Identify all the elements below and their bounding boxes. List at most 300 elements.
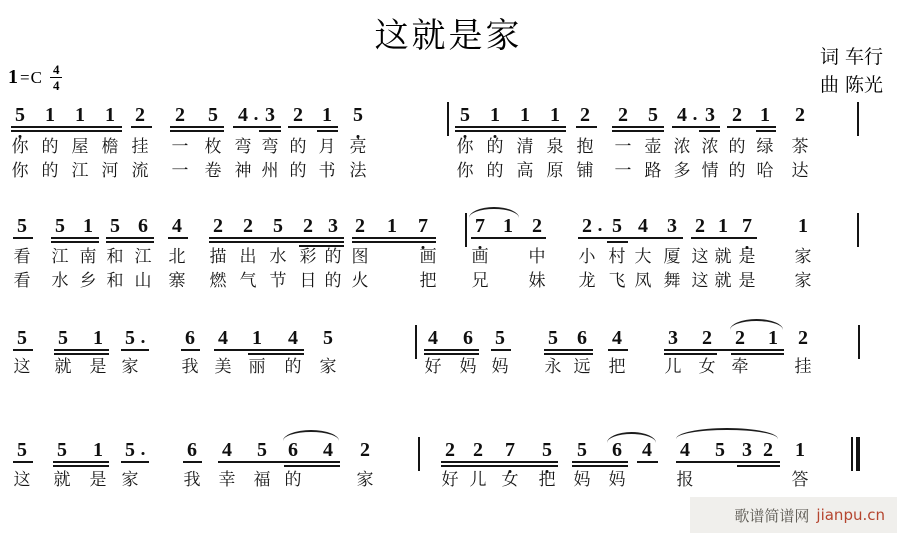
lyric-char: 和 <box>106 247 124 267</box>
lyric-char: 好 <box>441 470 459 490</box>
lyric-char: 清 <box>516 137 534 157</box>
lyric-char: 的 <box>728 137 746 157</box>
beam-line <box>578 237 683 239</box>
lyric-char: 的 <box>41 137 59 157</box>
final-barline <box>856 437 860 471</box>
dot-after-icon <box>142 452 145 455</box>
beam-line <box>53 461 109 463</box>
barline <box>857 213 859 247</box>
time-signature-bottom: 4 <box>52 78 60 93</box>
note: 5 <box>577 439 587 461</box>
beam-line <box>608 349 628 351</box>
note: 1 <box>795 439 805 461</box>
note: 4 <box>638 215 648 237</box>
lyric-char: 州 <box>261 161 279 181</box>
beam-line <box>54 349 109 351</box>
beam-line <box>170 130 224 132</box>
note: 2 <box>702 327 712 349</box>
lyric-char: 山 <box>134 271 152 291</box>
note: 2 <box>763 439 773 461</box>
note: 6 <box>463 327 473 349</box>
note: 3 <box>742 439 752 461</box>
note: 3 <box>668 327 678 349</box>
lyric-char: 的 <box>289 137 307 157</box>
lyric-char: 是 <box>738 271 756 291</box>
note: 4 <box>238 104 248 126</box>
lyric-char: 这 <box>691 247 709 267</box>
lyric-char: 图 <box>351 247 369 267</box>
beam-line <box>491 349 511 351</box>
lyric-char: 的 <box>324 247 342 267</box>
lyric-char: 答 <box>791 470 809 490</box>
dot-after-icon <box>599 228 602 231</box>
note: 5 <box>208 104 218 126</box>
beam-line <box>672 126 720 128</box>
lyric-char: 大 <box>634 247 652 267</box>
note: 1 <box>503 215 513 237</box>
lyric-char: 法 <box>349 161 367 181</box>
beam-line <box>13 349 33 351</box>
barline <box>415 325 417 359</box>
lyric-char: 乡 <box>79 271 97 291</box>
beam-line <box>676 461 780 463</box>
lyric-char: 浓 <box>673 137 691 157</box>
lyric-char: 幸 <box>218 470 236 490</box>
note: 4 <box>428 327 438 349</box>
slur-arc <box>730 319 783 330</box>
lyric-char: 江 <box>51 247 69 267</box>
note: 2 <box>355 215 365 237</box>
note: 5 <box>273 215 283 237</box>
beam-line <box>170 126 224 128</box>
beam-line <box>209 241 344 243</box>
beam-line <box>756 130 776 132</box>
lyric-char: 燃 <box>209 271 227 291</box>
note: 2 <box>580 104 590 126</box>
lyric-char: 屋 <box>71 137 89 157</box>
beam-line <box>727 126 776 128</box>
note: 1 <box>105 104 115 126</box>
lyric-char: 节 <box>269 271 287 291</box>
watermark-band <box>690 497 897 533</box>
lyric-char: 水 <box>51 271 69 291</box>
lyric-char: 弯 <box>234 137 252 157</box>
note: 5 <box>55 215 65 237</box>
note: 6 <box>185 327 195 349</box>
lyric-char: 厦 <box>663 247 681 267</box>
note: 6 <box>577 327 587 349</box>
beam-line <box>664 349 784 351</box>
lyric-char: 村 <box>608 247 626 267</box>
barline <box>447 102 449 136</box>
note: 4 <box>612 327 622 349</box>
beam-line <box>572 465 628 467</box>
lyric-char: 铺 <box>576 161 594 181</box>
note: 1 <box>387 215 397 237</box>
lyric-char: 兄 <box>471 271 489 291</box>
note: 1 <box>83 215 93 237</box>
note: 5 <box>542 439 552 461</box>
lyric-char: 小 <box>578 247 596 267</box>
note: 2 <box>798 327 808 349</box>
note: 3 <box>667 215 677 237</box>
note: 2 <box>360 439 370 461</box>
beam-line <box>637 461 658 463</box>
note: 5 <box>125 439 135 461</box>
lyric-char: 龙 <box>578 271 596 291</box>
note: 3 <box>265 104 275 126</box>
note: 2 <box>735 327 745 349</box>
note: 5 <box>17 439 27 461</box>
lyric-char: 抱 <box>576 137 594 157</box>
note: 1 <box>322 104 332 126</box>
note: 6 <box>138 215 148 237</box>
lyric-char: 妈 <box>459 357 477 377</box>
beam-line <box>607 241 628 243</box>
beam-line <box>51 237 99 239</box>
lyric-char: 把 <box>538 470 556 490</box>
lyric-char: 水 <box>269 247 287 267</box>
beam-line <box>183 461 202 463</box>
lyric-char: 的 <box>289 161 307 181</box>
lyric-char: 达 <box>791 161 809 181</box>
lyric-char: 的 <box>486 137 504 157</box>
beam-line <box>121 461 149 463</box>
lyric-char: 这 <box>13 470 31 490</box>
lyric-char: 画 <box>471 247 489 267</box>
note: 5 <box>323 327 333 349</box>
note: 1 <box>490 104 500 126</box>
note: 5 <box>460 104 470 126</box>
dot-after-icon <box>142 340 145 343</box>
note: 6 <box>187 439 197 461</box>
lyric-char: 江 <box>134 247 152 267</box>
lyric-char: 你 <box>456 137 474 157</box>
note: 5 <box>648 104 658 126</box>
note: 4 <box>677 104 687 126</box>
lyric-char: 壶 <box>644 137 662 157</box>
note: 2 <box>175 104 185 126</box>
composer-credit: 曲 陈光 <box>820 74 884 96</box>
lyric-char: 这 <box>13 357 31 377</box>
lyric-char: 书 <box>318 161 336 181</box>
note: 5 <box>548 327 558 349</box>
lyric-char: 挂 <box>131 137 149 157</box>
lyric-char: 浓 <box>701 137 719 157</box>
lyric-char: 江 <box>71 161 89 181</box>
beam-line <box>455 126 566 128</box>
note: 7 <box>475 215 485 237</box>
beam-line <box>214 349 304 351</box>
note: 1 <box>45 104 55 126</box>
barline <box>857 102 859 136</box>
beam-line <box>248 353 304 355</box>
lyric-char: 是 <box>89 470 107 490</box>
note: 5 <box>17 327 27 349</box>
lyric-char: 画 <box>419 247 437 267</box>
beam-line <box>572 461 628 463</box>
beam-line <box>612 126 664 128</box>
lyric-char: 报 <box>676 470 694 490</box>
lyric-char: 河 <box>101 161 119 181</box>
lyric-char: 原 <box>546 161 564 181</box>
note: 1 <box>520 104 530 126</box>
beam-line <box>181 349 200 351</box>
beam-line <box>106 237 154 239</box>
note: 2 <box>303 215 313 237</box>
lyric-char: 妈 <box>491 357 509 377</box>
lyric-char: 一 <box>614 137 632 157</box>
beam-line <box>121 349 149 351</box>
note: 5 <box>17 215 27 237</box>
note: 1 <box>75 104 85 126</box>
lyric-char: 描 <box>209 247 227 267</box>
beam-line <box>168 237 188 239</box>
dot-after-icon <box>694 117 697 120</box>
lyric-char: 我 <box>181 357 199 377</box>
beam-line <box>544 349 593 351</box>
beam-line <box>13 461 33 463</box>
beam-line <box>131 126 152 128</box>
lyric-char: 卷 <box>204 161 222 181</box>
note: 6 <box>612 439 622 461</box>
lyric-char: 火 <box>351 271 369 291</box>
lyric-char: 你 <box>11 137 29 157</box>
lyric-char: 看 <box>13 247 31 267</box>
lyric-char: 女 <box>501 470 519 490</box>
lyric-char: 飞 <box>608 271 626 291</box>
note: 3 <box>705 104 715 126</box>
beam-line <box>664 353 717 355</box>
lyric-char: 家 <box>794 271 812 291</box>
note: 2 <box>532 215 542 237</box>
note: 4 <box>288 327 298 349</box>
lyric-char: 凤 <box>634 271 652 291</box>
beam-line <box>11 126 122 128</box>
lyric-char: 永 <box>544 357 562 377</box>
slur-arc <box>283 430 339 441</box>
lyric-char: 的 <box>728 161 746 181</box>
note: 4 <box>172 215 182 237</box>
lyric-char: 女 <box>698 357 716 377</box>
key-letter: =C <box>20 67 43 87</box>
slur-arc <box>607 432 656 443</box>
lyric-char: 妈 <box>608 470 626 490</box>
slur-arc <box>676 428 778 439</box>
beam-line <box>699 130 720 132</box>
lyric-char: 日 <box>299 271 317 291</box>
lyric-char: 就 <box>714 247 732 267</box>
lyric-char: 牵 <box>731 357 749 377</box>
note: 2 <box>473 439 483 461</box>
lyric-char: 好 <box>424 357 442 377</box>
note: 2 <box>582 215 592 237</box>
lyric-char: 丽 <box>248 357 266 377</box>
note: 5 <box>58 327 68 349</box>
beam-line <box>612 130 664 132</box>
lyric-char: 舞 <box>663 271 681 291</box>
beam-line <box>218 461 340 463</box>
lyric-char: 流 <box>131 161 149 181</box>
beam-line <box>352 237 436 239</box>
dot-after-icon <box>255 117 258 120</box>
song-title: 这就是家 <box>374 18 523 55</box>
note: 2 <box>618 104 628 126</box>
note: 1 <box>718 215 728 237</box>
lyric-char: 神 <box>234 161 252 181</box>
note: 2 <box>243 215 253 237</box>
time-signature-top: 4 <box>50 63 63 78</box>
barline <box>465 213 467 247</box>
note: 5 <box>353 104 363 126</box>
lyric-char: 妹 <box>528 271 546 291</box>
lyric-char: 福 <box>253 470 271 490</box>
note: 1 <box>550 104 560 126</box>
beam-line <box>731 353 784 355</box>
lyric-char: 儿 <box>664 357 682 377</box>
lyric-char: 出 <box>239 247 257 267</box>
lyric-char: 亮 <box>349 137 367 157</box>
beam-line <box>737 465 780 467</box>
note: 6 <box>288 439 298 461</box>
lyric-char: 你 <box>456 161 474 181</box>
lyric-char: 弯 <box>261 137 279 157</box>
note: 4 <box>642 439 652 461</box>
note: 5 <box>715 439 725 461</box>
lyric-char: 看 <box>13 271 31 291</box>
watermark-site-name: 歌谱简谱网 <box>734 506 810 525</box>
lyric-char: 的 <box>324 271 342 291</box>
lyric-char: 的 <box>284 357 302 377</box>
lyric-char: 泉 <box>546 137 564 157</box>
lyric-char: 儿 <box>469 470 487 490</box>
lyric-char: 是 <box>89 357 107 377</box>
barline <box>858 325 860 359</box>
key-tonic: 1 <box>8 66 18 88</box>
lyric-char: 寨 <box>168 271 186 291</box>
note: 5 <box>612 215 622 237</box>
beam-line <box>352 241 436 243</box>
note: 2 <box>695 215 705 237</box>
note: 2 <box>213 215 223 237</box>
note: 7 <box>742 215 752 237</box>
lyricist-credit: 词 车行 <box>820 46 884 68</box>
beam-line <box>691 237 757 239</box>
note: 5 <box>15 104 25 126</box>
note: 1 <box>93 439 103 461</box>
beam-line <box>106 241 154 243</box>
note: 5 <box>110 215 120 237</box>
beam-line <box>424 353 479 355</box>
lyric-char: 气 <box>239 271 257 291</box>
lyric-char: 家 <box>121 470 139 490</box>
note: 7 <box>418 215 428 237</box>
lyric-char: 月 <box>318 137 336 157</box>
lyric-char: 茶 <box>791 137 809 157</box>
lyric-char: 绿 <box>756 137 774 157</box>
lyric-char: 把 <box>608 357 626 377</box>
beam-line <box>471 237 546 239</box>
beam-line <box>284 465 340 467</box>
lyric-char: 这 <box>691 271 709 291</box>
note: 5 <box>125 327 135 349</box>
lyric-char: 的 <box>486 161 504 181</box>
lyric-char: 南 <box>79 247 97 267</box>
lyric-char: 我 <box>183 470 201 490</box>
lyric-char: 一 <box>171 137 189 157</box>
beam-line <box>11 130 122 132</box>
note: 1 <box>798 215 808 237</box>
beam-line <box>441 461 558 463</box>
beam-line <box>53 465 109 467</box>
lyric-char: 路 <box>644 161 662 181</box>
lyric-char: 一 <box>171 161 189 181</box>
lyric-char: 家 <box>794 247 812 267</box>
lyric-char: 彩 <box>299 247 317 267</box>
beam-line <box>54 353 109 355</box>
lyric-char: 一 <box>614 161 632 181</box>
note: 5 <box>57 439 67 461</box>
lyric-char: 家 <box>319 357 337 377</box>
note: 2 <box>445 439 455 461</box>
lyric-char: 是 <box>738 247 756 267</box>
lyric-char: 的 <box>284 470 302 490</box>
lyric-char: 北 <box>168 247 186 267</box>
lyric-char: 挂 <box>794 357 812 377</box>
lyric-char: 情 <box>701 161 719 181</box>
beam-line <box>441 465 558 467</box>
note: 2 <box>135 104 145 126</box>
barline <box>851 437 853 471</box>
beam-line <box>455 130 566 132</box>
note: 1 <box>93 327 103 349</box>
note: 4 <box>680 439 690 461</box>
note: 2 <box>732 104 742 126</box>
beam-line <box>424 349 479 351</box>
note: 4 <box>323 439 333 461</box>
beam-line <box>259 130 281 132</box>
note: 7 <box>505 439 515 461</box>
note: 5 <box>257 439 267 461</box>
lyric-char: 家 <box>121 357 139 377</box>
lyric-char: 远 <box>573 357 591 377</box>
lyric-char: 中 <box>528 247 546 267</box>
note: 1 <box>252 327 262 349</box>
beam-line <box>13 237 33 239</box>
watermark-url: jianpu.cn <box>816 506 885 524</box>
beam-line <box>288 126 338 128</box>
note: 4 <box>222 439 232 461</box>
lyric-char: 就 <box>714 271 732 291</box>
beam-line <box>544 353 593 355</box>
note: 4 <box>218 327 228 349</box>
lyric-char: 的 <box>41 161 59 181</box>
beam-line <box>51 241 99 243</box>
lyric-char: 就 <box>54 357 72 377</box>
note: 2 <box>795 104 805 126</box>
beam-line <box>317 130 338 132</box>
lyric-char: 妈 <box>573 470 591 490</box>
beam-line <box>233 126 281 128</box>
barline <box>418 437 420 471</box>
note: 3 <box>328 215 338 237</box>
lyric-char: 你 <box>11 161 29 181</box>
lyric-char: 把 <box>419 271 437 291</box>
note: 2 <box>293 104 303 126</box>
lyric-char: 多 <box>673 161 691 181</box>
slur-arc <box>469 207 519 218</box>
lyric-char: 就 <box>53 470 71 490</box>
